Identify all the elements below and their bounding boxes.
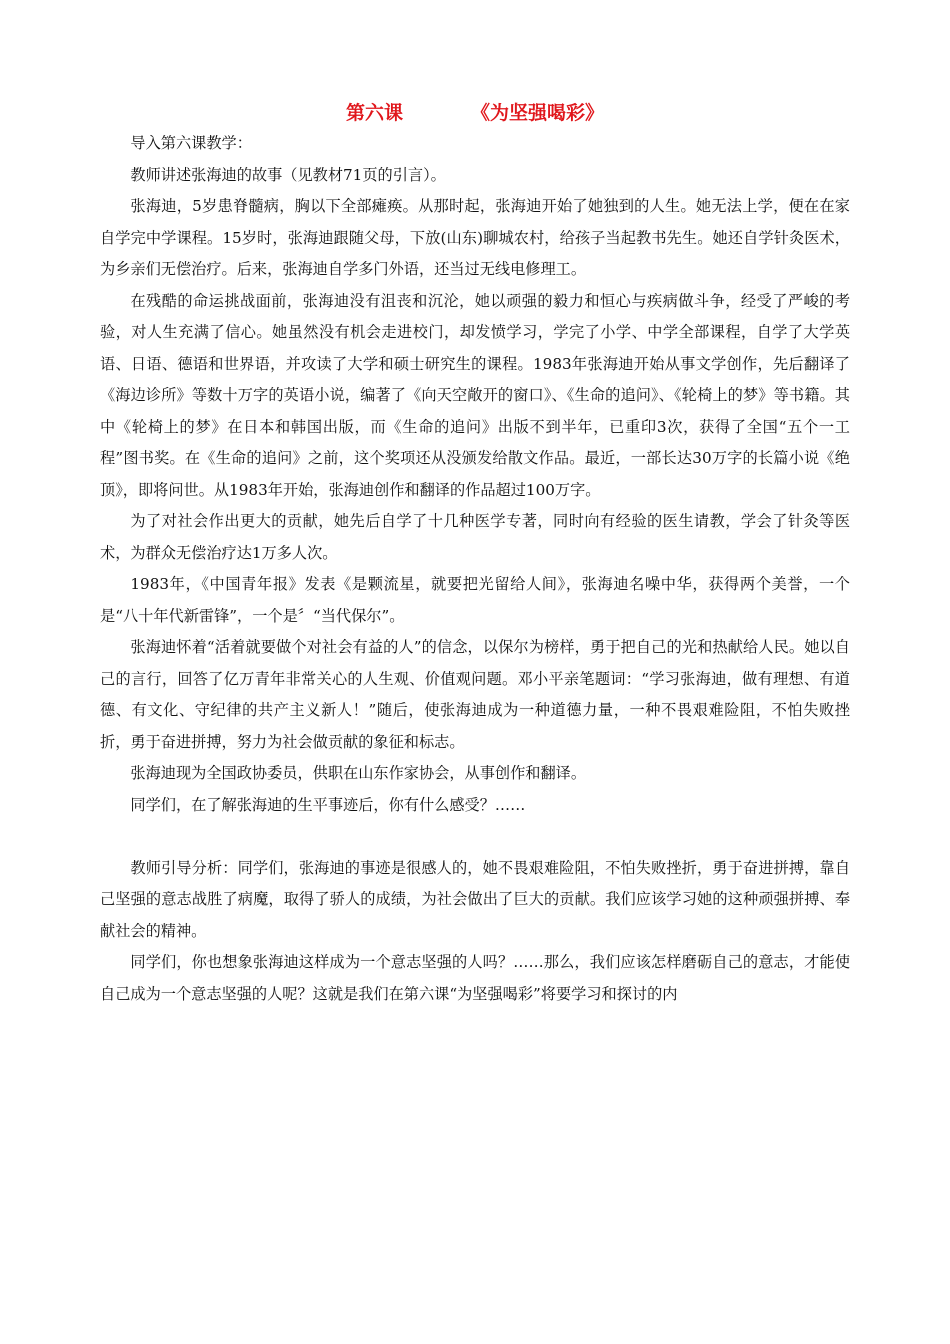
paragraph-closing: 同学们，你也想象张海迪这样成为一个意志坚强的人吗？……那么，我们应该怎样磨砺自己的意志，才能使自己成为一个意志坚强的人呢？这就是我们在第六课“为坚强喝彩”将要学习和探讨的内 bbox=[100, 953, 850, 1003]
paragraph-belief: 张海迪怀着“活着就要做个对社会有益的人”的信念，以保尔为榜样，勇于把自己的光和热献给人民。她以自己的言行，回答了亿万青年非常关心的人生观、价值观问题。邓小平亲笔题词：“学习张海迪，做有理想、有道德、有文化、守纪律的共产主义新人！”随后，使张海迪成为一种道德力量，一种不畏艰难险阻，不怕失败挫折，勇于奋进拼搏，努力为社会做贡献的象征和标志。 bbox=[100, 638, 850, 751]
paragraph-biography: 张海迪，5岁患脊髓病，胸以下全部瘫痪。从那时起，张海迪开始了她独到的人生。她无法上学，便在在家自学完中学课程。15岁时，张海迪跟随父母，下放(山东)聊城农村，给孩子当起教书先生。她还自学针灸医术，为乡亲们无偿治疗。后来，张海迪自学多门外语，还当过无线电修理工。 bbox=[100, 197, 850, 278]
document-body bbox=[100, 128, 850, 1010]
paragraph-question: 同学们，在了解张海迪的生平事迹后，你有什么感受？…… bbox=[130, 795, 526, 814]
paragraph-honors: 1983年，《中国青年报》发表《是颗流星，就要把光留给人间》，张海迪名噪中华，获得两个美誉，一个是“八十年代新雷锋”，一个是〞“当代保尔”。 bbox=[100, 575, 850, 625]
lesson-name: 《为坚强喝彩》 bbox=[471, 102, 605, 124]
paragraph-current-role: 张海迪现为全国政协委员，供职在山东作家协会，从事创作和翻译。 bbox=[130, 764, 587, 782]
paragraph-medicine: 为了对社会作出更大的贡献，她先后自学了十几种医学专著，同时向有经验的医生请教，学会了针灸等医术，为群众无偿治疗达1万多人次。 bbox=[100, 512, 850, 562]
paragraph-teacher-analysis: 教师引导分析：同学们，张海迪的事迹是很感人的，她不畏艰难险阻，不怕失败挫折，勇于奋进拼搏，靠自己坚强的意志战胜了病魔，取得了骄人的成绩，为社会做出了巨大的贡献。我们应该学习她的这种顽强拼搏、奉献社会的精神。 bbox=[100, 858, 850, 940]
lesson-title bbox=[0, 100, 950, 126]
lesson-number: 第六课 bbox=[345, 102, 403, 124]
paragraph-intro-heading: 导入第六课教学： bbox=[130, 134, 252, 152]
paragraph-teacher-story: 教师讲述张海迪的故事（见教材71页的引言）。 bbox=[130, 165, 446, 184]
blank-line bbox=[100, 821, 850, 853]
paragraph-struggle: 在残酷的命运挑战面前，张海迪没有沮丧和沉沦，她以顽强的毅力和恒心与疾病做斗争，经受了严峻的考验，对人生充满了信心。她虽然没有机会走进校门，却发愤学习，学完了小学、中学全部课程，自学了大学英语、日语、德语和世界语，并攻读了大学和硕士研究生的课程。1983年张海迪开始从事文学创作，先后翻译了《海边诊所》等数十万字的英语小说，编著了《向天空敞开的窗口》、《生命的追问》、《轮椅上的梦》等书籍。其中《轮椅上的梦》在日本和韩国出版，而《生命的追问》出版不到半年，已重印3次，获得了全国“五个一工程”图书奖。在《生命的追问》之前，这个奖项还从没颁发给散文作品。最近，一部长达30万字的长篇小说《绝顶》，即将问世。从1983年开始，张海迪创作和翻译的作品超过100万字。 bbox=[100, 291, 850, 499]
